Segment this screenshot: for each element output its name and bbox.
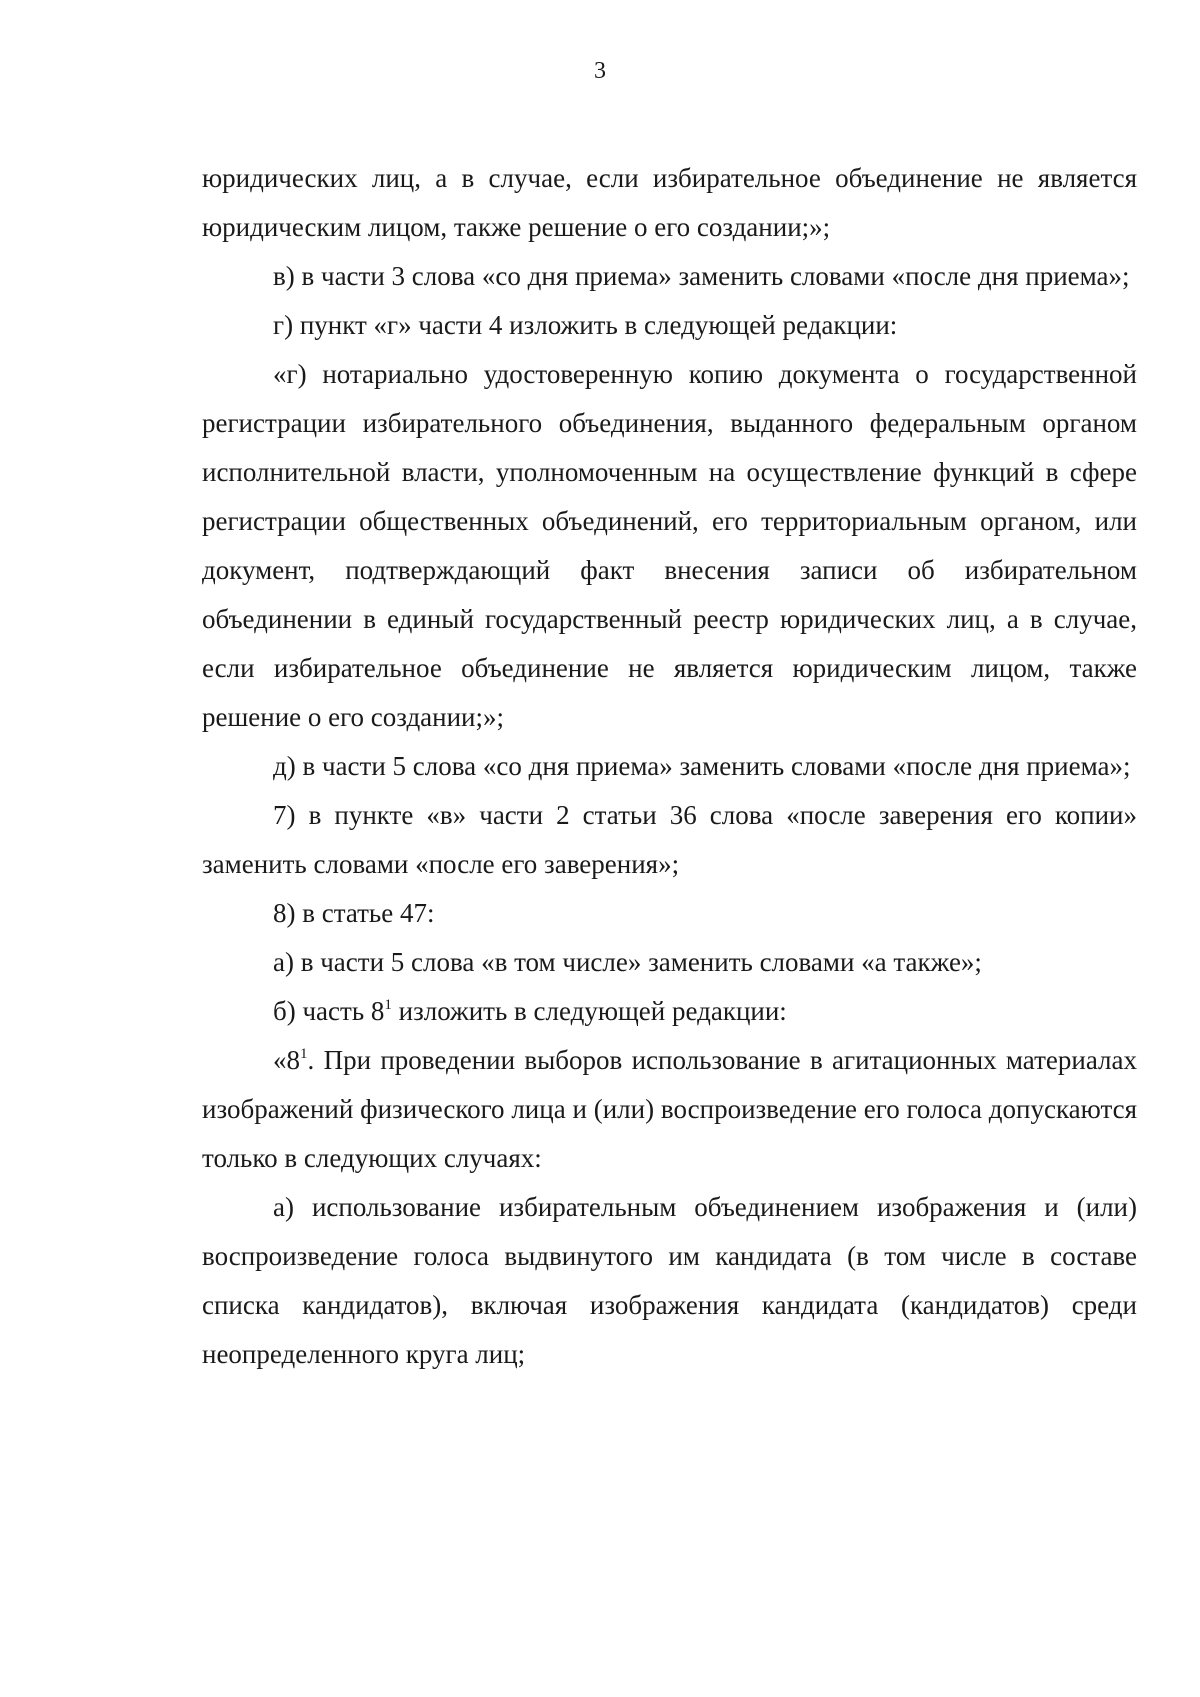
paragraph-item-d: д) в части 5 слова «со дня приема» заменить словами «после дня приема»; bbox=[273, 751, 1131, 781]
paragraph-part-8-1-wording bbox=[202, 1036, 1137, 1183]
superscript-number: 1 bbox=[384, 997, 392, 1013]
paragraph-item-b-article-47 bbox=[202, 987, 1137, 1036]
paragraph-point-8: 8) в статье 47: bbox=[273, 898, 435, 928]
paragraph-new-wording-g: «г) нотариально удостоверенную копию документа о государственной регистрации избирательного объединения, выданного федеральным органом исполнительной власти, уполномоченным на осуществление функций в сфере регистрации общественных объединений, его территориальным органом, или документ, подтверждающий факт внесения записи об избирательном объединении в единый государственный реестр юридических лиц, а в случае, если избирательное объединение не является юридическим лицом, также решение о его создании;»; bbox=[202, 359, 1137, 732]
paragraph-item-g: г) пункт «г» части 4 изложить в следующей редакции: bbox=[273, 310, 898, 340]
superscript-number: 1 bbox=[300, 1046, 308, 1062]
paragraph-subitem-a-use-of-images: а) использование избирательным объединением изображения и (или) воспроизведение голоса выдвинутого им кандидата (в том числе в составе списка кандидатов), включая изображения кандидата (кандидатов) среди неопределенного круга лиц; bbox=[202, 1192, 1137, 1369]
paragraph-text-before-superscript: б) часть 8 bbox=[273, 996, 385, 1026]
paragraph-item-a-article-47: а) в части 5 слова «в том числе» заменить словами «а также»; bbox=[273, 947, 982, 977]
paragraph-point-7: 7) в пункте «в» части 2 статьи 36 слова «после заверения его копии» заменить словами «после его заверения»; bbox=[202, 800, 1137, 879]
paragraph-text-after-superscript: . При проведении выборов использование в агитационных материалах изображений физического лица и (или) воспроизведение его голоса допускаются только в следующих случаях: bbox=[202, 1045, 1137, 1173]
paragraph-text-after-superscript: изложить в следующей редакции: bbox=[391, 996, 787, 1026]
paragraph-continuation: юридических лиц, а в случае, если избирательное объединение не является юридическим лицом, также решение о его создании;»; bbox=[202, 163, 1137, 242]
paragraph-item-v: в) в части 3 слова «со дня приема» заменить словами «после дня приема»; bbox=[273, 261, 1130, 291]
paragraph-text-before-superscript: «8 bbox=[273, 1045, 300, 1075]
page-number: 3 bbox=[594, 58, 606, 84]
document-body bbox=[202, 154, 1137, 1379]
